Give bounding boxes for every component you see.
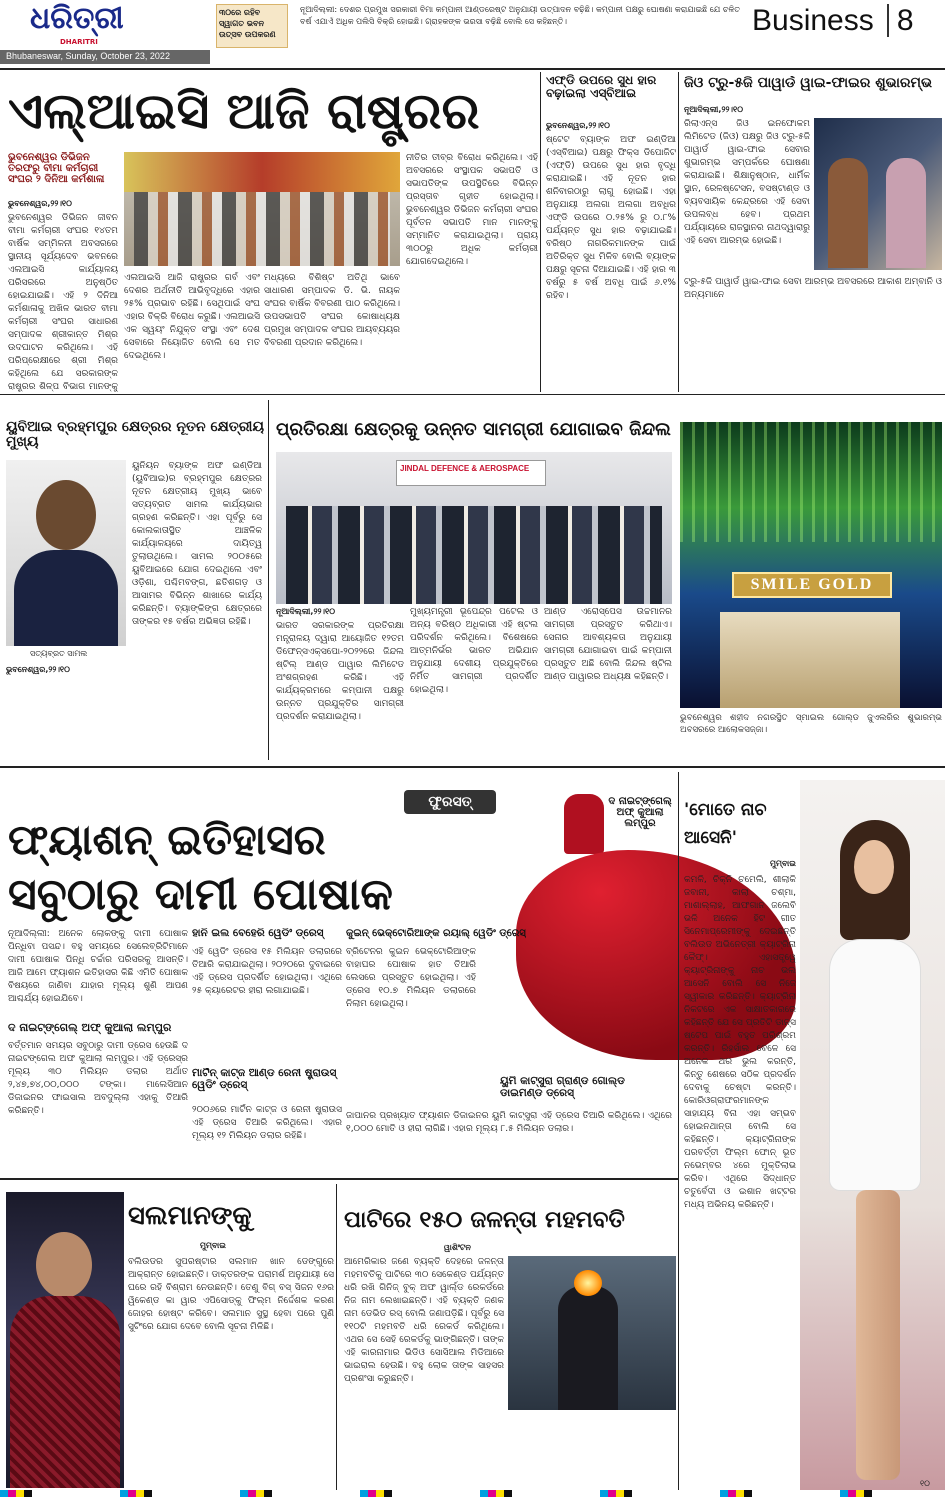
katrina-photo bbox=[800, 780, 945, 1490]
candles-body: ଆମେରିକାର ଜଣେ ବ୍ୟକ୍ତି ଦେହରେ ଜଳନ୍ତା ମହମବତିକୁ ପାଟିରେ ୩୦ ସେକେଣ୍ଡ ପର୍ଯ୍ୟନ୍ତ ଧରି ରଖି ଗିନିଜ୍ ବୁକ୍ ଅଫ ୱାର୍ଲ୍ଡ ରେକର୍ଡରେ ନିଜ ନାମ ଲେଖାଇଛନ୍ତି। ଏହି ବ୍ୟକ୍ତି ଜଣକ ନାମ ଡେଭିଡ ରସ୍ ବୋଲି ଜଣାପଡ଼ିଛି। ପୂର୍ବରୁ ସେ ୧୧୦ଟି ମହମବତି ଧରି ରେକର୍ଡ କରିଥିଲେ। ଏଥର ସେ ସେହି ରେକର୍ଡକୁ ଭାଙ୍ଗିଛନ୍ତି। ତାଙ୍କ ଏହି କାରନାମାର ଭିଡିଓ ସୋସିଆଲ ମିଡିଆରେ ଭାଇରାଲ ହେଉଛି। ବହୁ ଲୋକ ତାଙ୍କ ସାହସର ପ୍ରଶଂସା କରୁଛନ୍ତି। bbox=[344, 1257, 504, 1384]
salman-headline: ସଲମାନଙ୍କୁ bbox=[128, 1201, 252, 1231]
top-story: ନୂଆଦିଲ୍ଲୀ: ଦେଶର ପ୍ରମୁଖ ସରକାରୀ ବିମା କମ୍ପାନୀ ଆଣ୍ଡରେଷ୍ଟ ଅନୁଯାୟୀ ଉତ୍ପାଦନ ବଢ଼ିଛି। କମ୍ପାନୀ ପକ୍ଷରୁ ଘୋଷଣା କରାଯାଇଛି ଯେ ଚଳିତ ବର୍ଷ ଏଯାଏଁ ଅଧିକ ପଲିସି ବିକ୍ରି ହୋଇଛି। ଗ୍ରାହକଙ୍କ ଭରସା ବଢ଼ିଛି ବୋଲି ସେ କହିଛନ୍ତି। bbox=[300, 5, 740, 26]
footer-colorbar bbox=[0, 1490, 945, 1497]
katrina-face bbox=[854, 840, 894, 894]
lic-col3: ମଧ୍ୟରେ ବିଶିଷ୍ଟ ଅତିଥି ଭାବେ ସାଧାରଣ ସମ୍ପାଦକ ଡି. ଭି. ନାୟକ ସଂଘର ବାର୍ଷିକ ବିବରଣୀ ପାଠ କରିଥିଲେ। ଉପସଭାପତି ସଂଘର କୋଷାଧ୍ୟକ୍ଷ ପ୍ରମୁଖ ସମ୍ପାଦକ ସଂଘର ଆୟବ୍ୟୟର ବିବରଣୀ ପ୍ରଦାନ କରିଥିଲେ। bbox=[264, 273, 400, 348]
ubi-photo-caption: ସତ୍ୟବ୍ରତ ସାମଲ bbox=[30, 649, 88, 658]
salman-photo bbox=[6, 1192, 124, 1488]
jindal-photo bbox=[276, 452, 672, 604]
ubi-body-1: ୟୁନିୟନ ବ୍ୟାଙ୍କ ଅଫ ଇଣ୍ଡିଆ (ୟୁବିଆଇ)ର ବ୍ରହ୍ମପୁର କ୍ଷେତ୍ରର ନୂତନ କ୍ଷେତ୍ରୀୟ ମୁଖ୍ୟ ଭାବେ ସତ୍ୟବ୍ରତ ସାମଲ କାର୍ଯ୍ୟଭାର ଗ୍ରହଣ କରିଛନ୍ତି। ଏହା ପୂର୍ବରୁ ସେ କୋଲକାତାସ୍ଥିତ ଆଞ୍ଚଳିକ କାର୍ଯ୍ୟାଳୟରେ ଦାୟିତ୍ୱ ତୁଲାଉଥିଲେ। ସାମଲ ୨୦୦୫ରେ ୟୁବିଆଇରେ ଯୋଗ ଦେଇଥିଲେ ଏବଂ ଓଡ଼ିଶା, ପଶ୍ଚିମବଙ୍ଗ, ଛତିଶଗଡ଼ ଓ ଆସାମର ବିଭିନ୍ନ ଶାଖାରେ କାର୍ଯ୍ୟ କରିଛନ୍ତି। ବ୍ୟାଙ୍କିଙ୍ଗ କ୍ଷେତ୍ରରେ ତାଙ୍କର ୧୫ ବର୍ଷର ଅଭିଜ୍ଞତା ରହିଛି। bbox=[132, 461, 262, 627]
fashion-tag bbox=[404, 790, 496, 814]
fashion-sub3: ମାର୍ଟିନ୍ କାଟ୍ଜ ଆଣ୍ଡ ରେନୀ ଷ୍ଟ୍ରାଉସ୍ ୱେଡିଂ ଡ୍ରେସ୍ bbox=[192, 1068, 337, 1091]
jindal-banner bbox=[396, 460, 546, 486]
fashion-sub1: ଦ ନାଇଟ୍‌ଙ୍ଗେଲ୍ ଅଫ୍ କୁଆଲା ଲମ୍ପୁର bbox=[8, 1022, 172, 1034]
ubi-dateline: ଭୁବନେଶ୍ୱର,୨୨।୧୦ bbox=[6, 665, 70, 674]
sbi-body: ଷ୍ଟେଟ ବ୍ୟାଙ୍କ ଅଫ ଇଣ୍ଡିଆ (ଏସ୍‌ବିଆଇ) ପକ୍ଷରୁ ଫିକ୍ସ ଡିପୋଜିଟ (ଏଫ୍‌ଡି) ଉପରେ ସୁଧ ହାର ବୃଦ୍ଧି କରାଯାଇଛି। ଏହି ନୂତନ ହାର ଶନିବାରଠାରୁ ଲାଗୁ ହୋଇଛି। ଏହା ଅନୁଯାୟୀ ଅଲଗା ଅଲଗା ଅବଧିର ଏଫ୍‌ଡି ଉପରେ ୦.୨୫% ରୁ ୦.୮% ପର୍ଯ୍ୟନ୍ତ ସୁଧ ହାର ବଢ଼ାଯାଇଛି। ବରିଷ୍ଠ ନାଗରିକମାନଙ୍କ ପାଇଁ ଅତିରିକ୍ତ ସୁଧ ମିଳିବ ବୋଲି ବ୍ୟାଙ୍କ ପକ୍ଷରୁ ସୂଚନା ଦିଆଯାଇଛି। ଏହି ହାର ୩ ବର୍ଷରୁ ୫ ବର୍ଷ ଅବଧି ପାଇଁ ୬.୧% ରହିବ। bbox=[546, 135, 676, 301]
lic-banner bbox=[124, 152, 400, 192]
candles-photo bbox=[508, 1256, 676, 1410]
row-rule-1 bbox=[0, 394, 945, 395]
candles-flame bbox=[574, 1270, 602, 1296]
lic-subhead bbox=[8, 152, 118, 196]
col-divider-jindal bbox=[268, 400, 269, 760]
jindal-group bbox=[286, 506, 662, 604]
ubi-suit bbox=[14, 550, 118, 646]
katrina-quote: 'ମୋତେ ନାଚ ଆସେନି' bbox=[684, 800, 767, 848]
katrina-dress bbox=[830, 940, 920, 1190]
sbi-dateline: ଭୁବନେଶ୍ୱର,୨୨।୧୦ bbox=[546, 121, 610, 130]
section-name: Business bbox=[752, 4, 874, 37]
fashion-headline-1: ଫ୍ୟାଶନ୍ ଇତିହାସର bbox=[8, 815, 326, 864]
dress-bodice bbox=[564, 794, 604, 854]
store-lights bbox=[680, 422, 942, 542]
jio-dateline: ନୂଆଦିଲ୍ଲୀ,୨୨।୧୦ bbox=[684, 105, 743, 114]
jindal-banner-text: JINDAL DEFENCE & AEROSPACE bbox=[400, 464, 530, 473]
jio-photo bbox=[814, 118, 942, 270]
ubi-face bbox=[36, 480, 96, 550]
salman-body: ବଲିଉଡର ସୁପରଷ୍ଟାର ସଲମାନ ଖାନ ଡେଙ୍ଗୁରେ ଆକ୍ରାନ୍ତ ହୋଇଛନ୍ତି। ଡାକ୍ତରଙ୍କ ପରାମର୍ଶ ଅନୁଯାୟୀ ସେ ଘରେ ରହି ବିଶ୍ରାମ ନେଉଛନ୍ତି। ତେଣୁ ବିଗ୍ ବସ୍ ସିଜନ ୧୬ର ୱିକେଣ୍ଡ କା ୱାର ଏପିସୋଡ୍‌କୁ ଫିଲ୍ମ ନିର୍ଦ୍ଦେଶକ କରଣ ଜୋହର ହୋଷ୍ଟ କରିବେ। ସଲମାନ ସୁସ୍ଥ ହେବା ପରେ ପୁଣି ସୁଟିଂରେ ଯୋଗ ଦେବେ ବୋଲି ସୂଚନା ମିଳିଛି। bbox=[128, 1257, 334, 1332]
dress-label bbox=[600, 796, 680, 846]
katrina-dateline: ମୁମ୍ବାଇ bbox=[770, 859, 796, 868]
dateline-text: Bhubaneswar, Sunday, October 23, 2022 bbox=[6, 51, 170, 61]
jindal-col1: ଭାରତ ସରକାରଙ୍କ ପ୍ରତିରକ୍ଷା ମନ୍ତ୍ରାଳୟ ଦ୍ୱାରା ଆୟୋଜିତ ୧୨ତମ ଡିଫେନ୍ସଏକ୍ସପୋ-୨୦୨୨ରେ ଜିନ୍ଦଲ ଷ୍ଟିଲ୍ ଆଣ୍ଡ ପାୱାର ଲିମିଟେଡ ଅଂଶଗ୍ରହଣ କରିଛି। ଏହି କାର୍ଯ୍ୟକ୍ରମରେ କମ୍ପାନୀ ପକ୍ଷରୁ ଉନ୍ନତ ପ୍ରଯୁକ୍ତିର ସାମଗ୍ରୀ ପ୍ରଦର୍ଶନ କରାଯାଇଥିଲା। bbox=[276, 621, 404, 722]
fashion-headline-2: ସବୁଠାରୁ ଦାମୀ ପୋଷାକ bbox=[8, 869, 393, 920]
col-divider-jio bbox=[678, 72, 679, 392]
masthead bbox=[0, 0, 945, 68]
logo-sub: DHARITRI bbox=[60, 38, 98, 46]
salman-dateline: ମୁମ୍ବାଇ bbox=[200, 1241, 226, 1250]
lic-photo bbox=[124, 152, 400, 266]
fashion-sub5: ୟୁମି କାଟ୍ସୁରା ଗ୍ରାଣ୍ଡ ଗୋଲ୍ଡ ଡାଇମଣ୍ଡ ଡ୍ରେସ୍ bbox=[500, 1076, 625, 1099]
fashion-sub4: କୁଇନ୍ ଭେକ୍ଟୋରିଆଙ୍କ ରୟାଲ୍ ୱେଡିଂ ଡ୍ରେସ୍ bbox=[346, 928, 526, 939]
promo-box bbox=[216, 4, 288, 48]
section-label bbox=[752, 4, 942, 44]
fashion-sub5-body: ଜାପାନର ପ୍ରଖ୍ୟାତ ଫ୍ୟାଶନ ଡିଜାଇନର ୟୁମି କାଟ୍ସୁରା ଏହି ଡ୍ରେସ ତିଆରି କରିଥିଲେ। ଏଥିରେ ୧,୦୦୦ ମୋତି ଓ ହୀରା ଲାଗିଛି। ଏହାର ମୂଲ୍ୟ ୮.୫ ମିଲିୟନ ଡଲାର। bbox=[346, 1111, 672, 1134]
store-sign bbox=[732, 572, 892, 598]
store-front bbox=[720, 612, 900, 708]
salman-face bbox=[36, 1232, 92, 1298]
footer-page-mark: ୧୦ bbox=[920, 1479, 930, 1488]
katrina-legs bbox=[856, 1190, 900, 1480]
ubi-photo bbox=[6, 460, 126, 646]
fashion-sub2: ହାନି ଇଲ ବେହେରି ୱେଡିଂ ଡ୍ରେସ୍ bbox=[192, 928, 324, 939]
dateline-bar bbox=[0, 50, 210, 64]
dress-label-text: ଦ ନାଇଟ୍‌ଙ୍ଗେଲ୍ ଅଫ୍ କୁଆଲା ଲମ୍ପୁର bbox=[608, 796, 672, 829]
store-photo bbox=[680, 422, 942, 708]
candles-dateline: ୱାଶିଂଟନ bbox=[444, 1243, 471, 1252]
promo-text: ୩୦ରେ ରହିବ ସ୍ୱାଗତ ଭବନ ଉତ୍ସବ ଉପକରଣ bbox=[219, 8, 276, 39]
lic-col2: ଏଲଆଇସି ଆଜି ରାଷ୍ଟ୍ରର ଗର୍ବ ଏବଂ ଦେଶର ଅର୍ଥନୀତି ଆଭିବୃଦ୍ଧିରେ ଏହାର ୨୫% ପ୍ରଭାବ ରହିଛି। ସେଥିପାଇଁ ସଂଘ ଏହାର ବିକ୍ରି ବିରୋଧ କରୁଛି। ଏଲଆଇସି ଏକ ସ୍ୱୟଂ ନିଯୁକ୍ତ ସଂସ୍ଥା ଏବଂ ଦେଶ ସେବାରେ ନିୟୋଜିତ ବୋଲି ସେ ମତ ଦେଇଥିଲେ। bbox=[124, 273, 260, 361]
fashion-tag-text: ଫୁରସତ୍ bbox=[428, 794, 472, 810]
jio-body: ରିଲାଏନ୍ସ ଜିଓ ଇନଫୋକମ ଲିମିଟେଡ (ଜିଓ) ପକ୍ଷରୁ ଜିଓ ଟ୍ରୁ-୫ଜି ପାୱାର୍ଡ ୱାଇ-ଫାଇ ସେବାର ଶୁଭାରମ୍ଭ ସମ୍ପର୍କରେ ଘୋଷଣା କରାଯାଇଛି। ଶିକ୍ଷାନୁଷ୍ଠାନ, ଧାର୍ମିକ ସ୍ଥାନ, ରେଳଷ୍ଟେସନ, ବସଷ୍ଟାଣ୍ଡ ଓ ବ୍ୟବସାୟିକ କେନ୍ଦ୍ରରେ ଏହି ସେବା ଉପଲବ୍ଧ ହେବ। ପ୍ରଥମ ପର୍ଯ୍ୟାୟରେ ରାଜସ୍ଥାନର ନାଥଦ୍ୱାରାରୁ ଏହି ସେବା ଆରମ୍ଭ ହୋଇଛି। bbox=[684, 119, 810, 246]
fashion-sub1-body: ବର୍ତ୍ତମାନ ସମୟର ସବୁଠାରୁ ଦାମୀ ଡ୍ରେସ ହେଉଛି ଦ ନାଇଟଙ୍ଗେଲ ଅଫ କୁଆଲା ଲମ୍ପୁର। ଏହି ଡ୍ରେସ୍‌ର ମୂଲ୍ୟ ୩୦ ମିଲିୟନ ଡଲାର ଅର୍ଥାତ ୨,୪୭,୭୪,୦୦,୦୦୦ ଟଙ୍କା। ମାଲେସିଆନ ଡିଜାଇନର ଫାଇସାଲ ଅବଦୁଲ୍ଲା ଏହାକୁ ତିଆରି କରିଛନ୍ତି। bbox=[8, 1041, 188, 1116]
lic-people bbox=[134, 192, 390, 266]
fashion-intro: ନୂଆଦିଲ୍ଲୀ: ଅନେକ ଲୋକଙ୍କୁ ଦାମୀ ପୋଷାକ ପିନ୍ଧିବା ପସନ୍ଦ। ବହୁ ସମୟରେ ସେଲେବ୍ରିଟିମାନେ ଦାମୀ ପୋଷାକ ପିନ୍ଧି ଚର୍ଚ୍ଚାର ପରିସରକୁ ଆସନ୍ତି। ଆଜି ଆମେ ଫ୍ୟାଶନ ଇତିହାସର କିଛି ଏମିତି ପୋଷାକ ବିଷୟରେ ଜାଣିବା ଯାହାର ମୂଲ୍ୟ ଶୁଣି ଆପଣ ଆଶ୍ଚର୍ଯ୍ୟ ହୋଇଯିବେ। bbox=[8, 929, 188, 1004]
jio-headline: ଜିଓ ଟ୍ରୁ-୫ଜି ପାୱାର୍ଡ ୱାଇ-ଫାଇର ଶୁଭାରମ୍ଭ bbox=[684, 76, 932, 91]
page-number: 8 bbox=[887, 4, 914, 37]
lic-dateline: ଭୁବନେଶ୍ୱର,୨୨।୧୦ bbox=[8, 199, 72, 208]
store-caption: ଭୁବନେଶ୍ୱର ଶହୀଦ ନଗରସ୍ଥିତ ସ୍ମାଇଲ ଗୋଲ୍ଡ ଜୁଏଲରିର ଶୁଭାରମ୍ଭ ଅବସରରେ ଆଲୋକସଜ୍ଜା। bbox=[680, 713, 942, 735]
jindal-col2: ମୁଖ୍ୟମନ୍ତ୍ରୀ ଭୂପେନ୍ଦ୍ର ପଟେଲ ଓ ଅନ୍ୟ ବରିଷ୍ଠ ଅଧିକାରୀ ଏହି ଷ୍ଟଲ ପରିଦର୍ଶନ କରିଥିଲେ। ବିଶେଷରେ ଆତ୍ମନିର୍ଭର ଭାରତ ଅଭିଯାନ ଅନୁଯାୟୀ ଦେଶୀୟ ପ୍ରଯୁକ୍ତିରେ ନିର୍ମିତ ସାମଗ୍ରୀ ପ୍ରଦର୍ଶିତ ହୋଇଥିଲା। bbox=[410, 607, 538, 695]
jindal-col3: ଆଣ୍ଡ ଏରୋସ୍ପେସ ଉଚ୍ଚମାନର ସାମଗ୍ରୀ ପ୍ରସ୍ତୁତ କରିଥାଏ। ସେନାର ଆବଶ୍ୟକତା ଅନୁଯାୟୀ ସାମଗ୍ରୀ ଯୋଗାଇବା ପାଇଁ କମ୍ପାନୀ ପ୍ରସ୍ତୁତ ଅଛି ବୋଲି ଜିନ୍ଦଲ ଷ୍ଟିଲ ଆଣ୍ଡ ପାୱାରର ଅଧ୍ୟକ୍ଷ କହିଛନ୍ତି। bbox=[544, 607, 672, 682]
jindal-dateline: ନୂଆଦିଲ୍ଲୀ,୨୨।୧୦ bbox=[276, 607, 335, 616]
store-sign-text: SMILE GOLD bbox=[750, 576, 874, 593]
col-divider-candles bbox=[336, 1184, 337, 1490]
lic-col4: ନୀତିର ତୀବ୍ର ବିରୋଧ କରିଥିଲେ। ଏହି ଅବସରରେ ସଂସ୍ଥାପକ ସଭାପତି ଓ ସଭାପତିଙ୍କ ଉପସ୍ଥିତିରେ ବିଭିନ୍ନ ପ୍ରସ୍ତାବ ଗୃହୀତ ହୋଇଥିଲା। ଭୁବନେଶ୍ୱର ଡିଭିଜନ କର୍ମଚାରୀ ସଂଘର ପୂର୍ବତନ ସଭାପତି ମାନ ମାନଙ୍କୁ ସମ୍ମାନିତ କରାଯାଇଥିଲା। ପ୍ରାୟ ୩୦୦ରୁ ଅଧିକ କର୍ମଚାରୀ ଯୋଗଦେଇଥିଲେ। bbox=[406, 153, 538, 267]
fashion-sub4-body: ବ୍ରିଟେନର କୁଇନ ଭେକ୍ଟୋରିଆଙ୍କ ବାହାଘର ପୋଷାକ ହାତ ତିଆରି ଲେସରେ ପ୍ରସ୍ତୁତ ହୋଇଥିଲା। ଏହି ଡ୍ରେସ ୧୦.୭ ମିଲିୟନ ଡଲାରରେ ନିଲାମ ହୋଇଥିଲା। bbox=[346, 947, 476, 1009]
logo-text: ଧରିତ୍ରୀ bbox=[30, 2, 124, 36]
lic-headline: ଏଲ୍ଆଇସି ଆଜି ରାଷ୍ଟ୍ରର bbox=[8, 82, 480, 140]
salman-jacket bbox=[10, 1296, 120, 1488]
row-rule-3 bbox=[0, 1178, 678, 1180]
jio-caption: ଟ୍ରୁ-୫ଜି ପାୱାର୍ଡ ୱାଇ-ଫାଇ ସେବା ଆରମ୍ଭ ଅବସରରେ ଆକାଶ ଅମ୍ବାନି ଓ ଅନ୍ୟମାନେ bbox=[684, 277, 942, 300]
fashion-sub3-body: ୨୦୦୬ରେ ମାର୍ଟିନ କାଟ୍ଜ ଓ ରେନୀ ଷ୍ଟ୍ରାଉସ ଏହି ଡ୍ରେସ ତିଆରି କରିଥିଲେ। ଏହାର ମୂଲ୍ୟ ୧୨ ମିଲିୟନ ଡଲାର ରହିଛି। bbox=[192, 1105, 342, 1141]
katrina-body: କମଳି, ଚିକ୍‌ନି ଚମେଲି, ଶୀଲାକି ଜବାନୀ, କାଲା ଚଶ୍ମା, ମାଶାଲ୍ଲାହ, ଆଫଗାନ ଜଲେବି ଭଳି ଅନେକ ହିଟ ଗୀତ ସିନେମାପ୍ରେମୀଙ୍କୁ ଦେଇଛନ୍ତି ବଲିଉଡ ଅଭିନେତ୍ରୀ କ୍ୟାଟ୍ରିନା କୈଫ୍। ଏହାସତ୍ତ୍ୱେ କ୍ୟାଟ୍ରିନାଙ୍କୁ ନାଚ ଭଲ ଆସେନି ବୋଲି ସେ ନିଜେ ସ୍ୱୀକାର କରିଛନ୍ତି। କ୍ୟାଟ୍ରିନା ନିକଟରେ ଏକ ସାକ୍ଷାତକାରରେ କହିଛନ୍ତି ଯେ ସେ ପ୍ରତିଟି ଡାନ୍ସ ଷ୍ଟେପ ପାଇଁ ବହୁତ ପରିଶ୍ରମ କରନ୍ତି। ରିହର୍ସାଲ ବେଳେ ସେ ଅନେକ ଥର ଭୁଲ କରନ୍ତି, କିନ୍ତୁ ଶେଷରେ ସଠିକ ପ୍ରଦର୍ଶନ ଦେବାକୁ ଚେଷ୍ଟା କରନ୍ତି। କୋରିଓଗ୍ରାଫରମାନଙ୍କ ସାହାଯ୍ୟ ବିନା ଏହା ସମ୍ଭବ ହୋଇନଥାନ୍ତା ବୋଲି ସେ କହିଛନ୍ତି। କ୍ୟାଟ୍ରିନାଙ୍କ ପରବର୍ତ୍ତୀ ଫିଲ୍ମ ଫୋନ୍ ଭୂତ ନଭେମ୍ବର ୪ରେ ମୁକ୍ତିଲାଭ କରିବ। ଏଥିରେ ସିଦ୍ଧାନ୍ତ ଚତୁର୍ବେଦୀ ଓ ଇଶାନ ଖଟ୍ଟର ମଧ୍ୟ ଅଭିନୟ କରିଛନ୍ତି। bbox=[684, 875, 796, 1210]
masthead-rule bbox=[0, 68, 945, 70]
jindal-headline: ପ୍ରତିରକ୍ଷା କ୍ଷେତ୍ରକୁ ଉନ୍ନତ ସାମଗ୍ରୀ ଯୋଗାଇବ ଜିନ୍ଦଲ bbox=[276, 420, 671, 440]
row-rule-2 bbox=[0, 766, 945, 768]
candles-headline: ପାଟିରେ ୧୫୦ ଜଳନ୍ତା ମହମବତି bbox=[344, 1207, 625, 1233]
sbi-headline: ଏଫ୍‌ଡି ଉପରେ ସୁଧ ହାର ବଢ଼ାଇଲା ଏସ୍‌ବିଆଇ bbox=[546, 74, 657, 101]
fashion-sub2-body: ଏହି ୱେଡିଂ ଡ୍ରେସ ୧୫ ମିଲିୟନ ଡଲାରରେ ତିଆରି କରାଯାଇଥିଲା। ୨୦୨୦ରେ ଦୁବାଇରେ ଏହି ଡ୍ରେସ ପ୍ରଦର୍ଶିତ ହୋଇଥିଲା। ଏଥିରେ ୨୫ କ୍ୟାରେଟର ହୀରା ଲଗାଯାଇଛି। bbox=[192, 947, 342, 996]
col-divider-katrina bbox=[678, 772, 679, 1492]
jio-person-1 bbox=[828, 158, 868, 268]
col-divider-sbi bbox=[540, 72, 541, 392]
lic-subhead-text: ଭୁବନେଶ୍ୱର ଡିଭିଜନ ତରଫରୁ ବୀମା କର୍ମଚାରୀ ସଂଘର ୨ ଦିନିଆ କର୍ମଶାଳା bbox=[8, 152, 105, 185]
candles-man bbox=[558, 1286, 618, 1410]
ubi-headline: ୟୁବିଆଇ ବ୍ରହ୍ମପୁର କ୍ଷେତ୍ରର ନୂତନ କ୍ଷେତ୍ରୀୟ ମୁଖ୍ୟ bbox=[6, 420, 264, 451]
jio-person-2 bbox=[886, 158, 926, 268]
lic-col1: ଭୁବନେଶ୍ୱର ଡିଭିଜନ ଜୀବନ ବୀମା କର୍ମଚାରୀ ସଂଘର ୧୪ତମ ବାର୍ଷିକ ସମ୍ମିଳନୀ ଅବସରରେ ସ୍ଥାନୀୟ ସୂର୍ଯ୍ୟଦେବ ଭବନରେ ଏଲଆଇସି କାର୍ଯ୍ୟାଳୟ ପରିସରରେ ଅନୁଷ୍ଠିତ ହୋଇଯାଇଛି। ଏହି ୨ ଦିନିଆ କର୍ମଶାଳାକୁ ଅଖିଳ ଭାରତ ବୀମା କର୍ମଚାରୀ ସଂଘର ସାଧାରଣ ସମ୍ପାଦକ ଶ୍ରୀକାନ୍ତ ମିଶ୍ର ଉଦଘାଟନ କରିଥିଲେ। ଏହି ପରିପ୍ରେକ୍ଷୀରେ ଶ୍ରୀ ମିଶ୍ର କହିଥିଲେ ଯେ ସରକାରଙ୍କ ରାଷ୍ଟ୍ରର ଶିଳ୍ପ ବିଭାଗ ମାନଙ୍କୁ bbox=[8, 213, 118, 392]
